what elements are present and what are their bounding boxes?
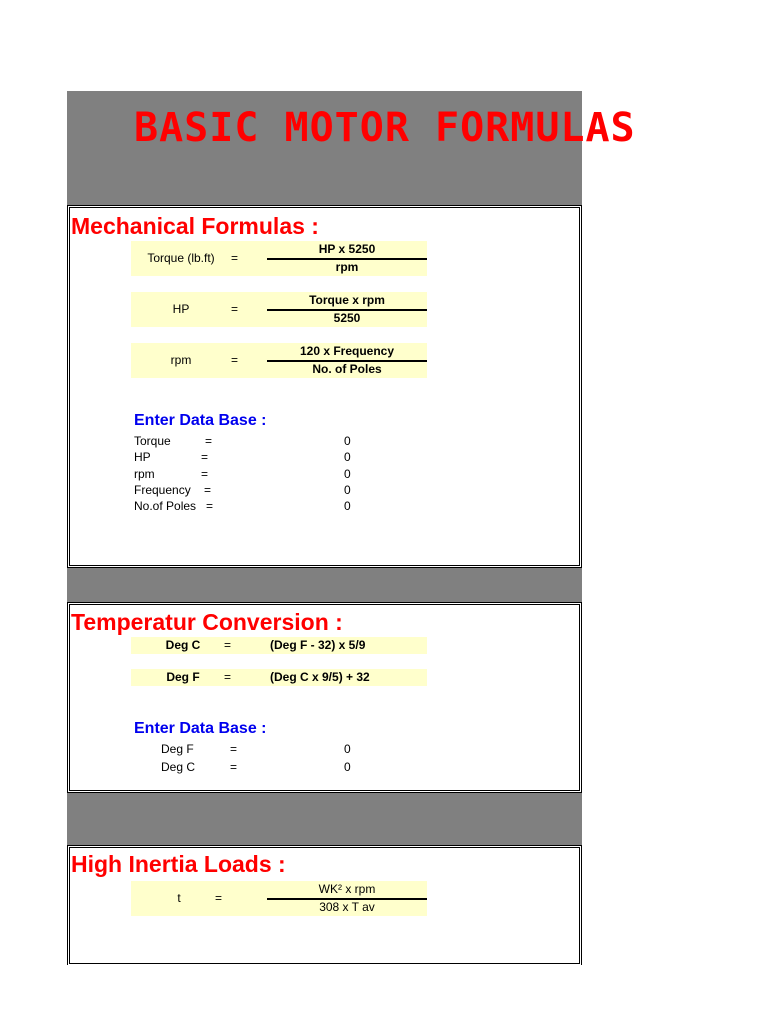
formula-label: t	[177, 891, 181, 905]
input-value[interactable]: 0	[344, 450, 351, 464]
input-label: Frequency	[134, 483, 191, 497]
formula-deg-f[interactable]	[131, 669, 427, 686]
formula-label: HP	[172, 302, 190, 316]
equals-sign: =	[204, 483, 212, 497]
input-label: HP	[134, 450, 151, 464]
formula-rpm[interactable]	[131, 343, 427, 378]
formula-denominator: 308 x T av	[319, 900, 375, 914]
equals-sign: =	[231, 251, 239, 265]
formula-expression: (Deg C x 9/5) + 32	[270, 670, 370, 684]
input-row-deg-f[interactable]	[161, 742, 381, 758]
input-label: Deg C	[161, 760, 196, 774]
input-value[interactable]: 0	[344, 760, 351, 774]
input-value[interactable]: 0	[344, 467, 351, 481]
input-row-deg-c[interactable]	[161, 760, 381, 776]
equals-sign: =	[206, 499, 214, 513]
equals-sign: =	[231, 302, 239, 316]
input-value[interactable]: 0	[344, 742, 351, 756]
equals-sign: =	[230, 742, 238, 756]
formula-numerator: Torque x rpm	[309, 293, 385, 307]
enter-data-heading: Enter Data Base :	[134, 412, 267, 429]
equals-sign: =	[224, 638, 232, 652]
input-row-hp[interactable]	[134, 450, 354, 466]
equals-sign: =	[224, 670, 232, 684]
input-row-frequency[interactable]	[134, 483, 354, 499]
separator-band	[67, 568, 582, 602]
equals-sign: =	[201, 450, 209, 464]
formula-hp[interactable]	[131, 292, 427, 327]
formula-label: rpm	[170, 353, 192, 367]
equals-sign: =	[215, 891, 223, 905]
input-row-poles[interactable]	[134, 499, 354, 515]
temperature-section	[67, 602, 582, 793]
inertia-heading: High Inertia Loads :	[71, 851, 286, 877]
title-band	[67, 91, 636, 205]
input-label: Torque	[134, 434, 171, 448]
input-label: rpm	[134, 467, 155, 481]
enter-data-heading: Enter Data Base :	[134, 720, 267, 737]
formula-label: Torque (lb.ft)	[147, 251, 215, 265]
inertia-section	[67, 845, 582, 965]
separator-band	[67, 793, 582, 845]
formula-numerator: WK² x rpm	[318, 882, 376, 896]
formula-expression: (Deg F - 32) x 5/9	[270, 638, 366, 652]
formula-denominator: 5250	[333, 311, 361, 325]
formula-numerator: 120 x Frequency	[299, 344, 395, 358]
formula-deg-c[interactable]	[131, 637, 427, 654]
page-title: BASIC MOTOR FORMULAS	[134, 105, 636, 151]
input-value[interactable]: 0	[344, 434, 351, 448]
formula-torque[interactable]	[131, 241, 427, 276]
mechanical-heading: Mechanical Formulas :	[71, 213, 319, 239]
input-value[interactable]: 0	[344, 499, 351, 513]
equals-sign: =	[201, 467, 209, 481]
equals-sign: =	[231, 353, 239, 367]
input-label: Deg F	[161, 742, 194, 756]
equals-sign: =	[205, 434, 213, 448]
mechanical-section	[67, 205, 582, 568]
input-row-rpm[interactable]	[134, 467, 354, 483]
spreadsheet-sheet	[67, 91, 636, 931]
formula-denominator: No. of Poles	[312, 362, 382, 376]
input-label: No.of Poles	[134, 499, 197, 513]
input-row-torque[interactable]	[134, 434, 354, 450]
formula-label: Deg C	[165, 638, 201, 652]
temperature-heading: Temperatur Conversion :	[71, 609, 343, 635]
formula-numerator: HP x 5250	[318, 242, 376, 256]
equals-sign: =	[230, 760, 238, 774]
formula-acceleration-time[interactable]	[131, 881, 427, 916]
formula-label: Deg F	[166, 670, 200, 684]
input-value[interactable]: 0	[344, 483, 351, 497]
formula-denominator: rpm	[335, 260, 359, 274]
